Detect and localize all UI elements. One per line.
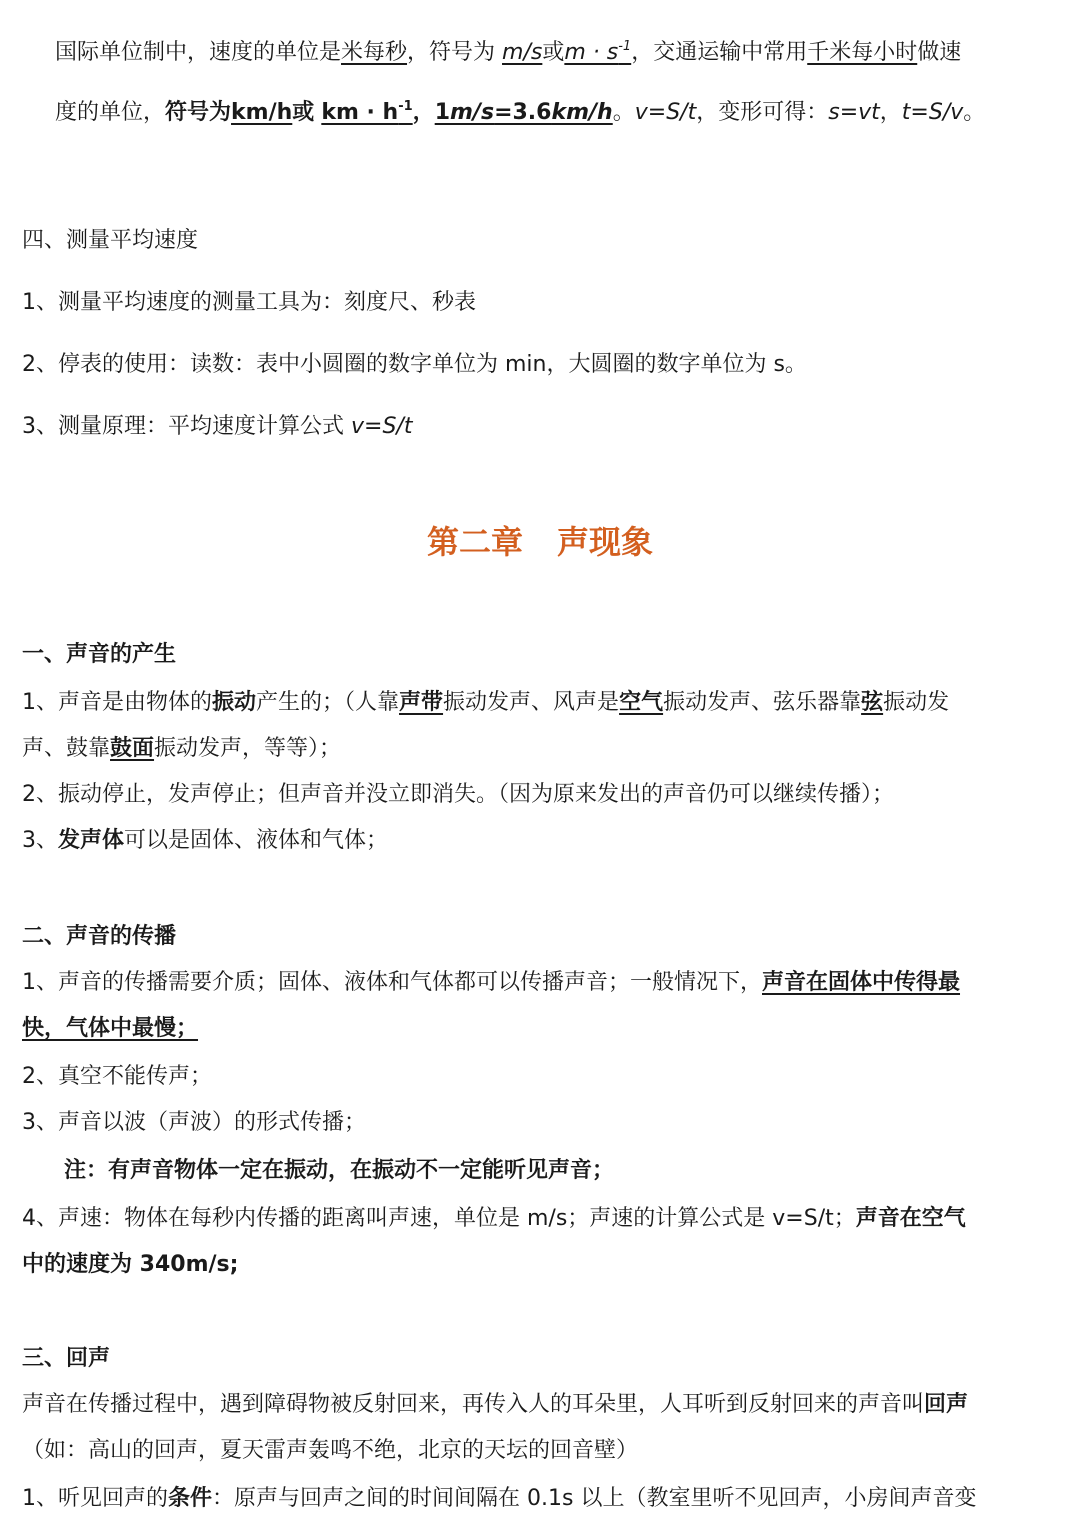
chapter-name: 声现象 [557, 523, 654, 561]
text: 鼓面 [110, 736, 155, 761]
section-title: 一、声音的产生 [22, 642, 177, 667]
text: ， [412, 100, 435, 125]
text: 1 [434, 100, 450, 125]
paragraph [22, 1204, 1060, 1234]
symbol-mps: m/s [502, 40, 543, 65]
note: 注：有声音物体一定在振动，在振动不一定能听见声音； [64, 1158, 615, 1183]
paragraph: 2、振动停止，发声停止；但声音并没立即消失。（因为原来发出的声音仍可以继续传播）； [22, 782, 895, 807]
text: 1、声音的传播需要介质；固体、液体和气体都可以传播声音；一般情况下， [22, 970, 762, 995]
text: 发声体 [58, 828, 125, 853]
text: 1、听见回声的 [22, 1486, 168, 1511]
text: ，符号为 [407, 40, 503, 65]
section-title: 二、声音的传播 [22, 924, 177, 949]
text: 振动发声、弦乐器靠 [663, 690, 862, 715]
text: 振动发声，等等）； [154, 736, 342, 761]
paragraph: 2、真空不能传声； [22, 1064, 212, 1089]
formula: s=vt [828, 100, 880, 125]
text: ：原声与回声之间的时间间隔在 0.1s 以上（教室里听不见回声，小房间声音变 [212, 1486, 977, 1511]
term-mps: 米每秒 [341, 40, 408, 65]
text: 振动 [212, 690, 257, 715]
text: 国际单位制中，速度的单位是 [55, 40, 342, 65]
section-title: 四、测量平均速度 [22, 228, 199, 253]
text: =3.6 [494, 100, 552, 125]
paragraph: 3、声音以波（声波）的形式传播； [22, 1110, 366, 1135]
symbol-ms-1: m · s [564, 40, 619, 65]
formula: v=S/t [634, 100, 697, 125]
text: 3、 [22, 828, 58, 853]
paragraph [22, 412, 1060, 442]
text: km/h [551, 100, 613, 125]
paragraph: 2、停表的使用：读数：表中小圆圈的数字单位为 min，大圆圈的数字单位为 s。 [22, 352, 807, 377]
text: 条件 [168, 1486, 213, 1511]
text: ， [879, 100, 902, 125]
paragraph: （如：高山的回声，夏天雷声轰鸣不绝，北京的天坛的回音壁） [22, 1438, 639, 1463]
text: 4、声速：物体在每秒内传播的距离叫声速，单位是 m/s；声速的计算公式是 v=S/t； [22, 1206, 856, 1231]
text: 回声 [924, 1392, 969, 1417]
text: 振动发 [883, 690, 950, 715]
paragraph: 中的速度为 340m/s; [22, 1252, 239, 1277]
intro-line-2 [55, 98, 1060, 128]
term-kmh: 千米每小时 [807, 40, 918, 65]
text: 或 [292, 100, 315, 125]
text: 声音在传播过程中，遇到障碍物被反射回来，再传入人的耳朵里，人耳听到反射回来的声音叫 [22, 1392, 925, 1417]
paragraph [22, 826, 1060, 856]
formula: v=S/t [351, 414, 413, 439]
formula: t=S/v [901, 100, 964, 125]
paragraph: 快，气体中最慢； [22, 1016, 199, 1041]
text: 声音在空气 [855, 1206, 966, 1231]
text: m/s [450, 100, 495, 125]
text: 声音在固体中传得最 [762, 970, 961, 995]
text: 符号为 [165, 100, 232, 125]
text: 做速 [917, 40, 962, 65]
paragraph: 1、测量平均速度的测量工具为：刻度尺、秒表 [22, 290, 476, 315]
text: 3、测量原理：平均速度计算公式 [22, 414, 351, 439]
chapter-number: 第二章 [426, 523, 523, 561]
text: 度的单位， [55, 100, 166, 125]
text: 或 [542, 40, 565, 65]
text: 产生的；（人靠 [256, 690, 400, 715]
text: 可以是固体、液体和气体； [124, 828, 389, 853]
paragraph [22, 1390, 1060, 1420]
superscript: -1 [618, 39, 632, 54]
paragraph [22, 1484, 1060, 1514]
text: 。 [612, 100, 635, 125]
text: ，变形可得： [696, 100, 829, 125]
chapter-title [0, 522, 1080, 562]
section-title: 三、回声 [22, 1346, 111, 1371]
text: 声带 [399, 690, 444, 715]
text: 。 [963, 100, 986, 125]
text: 1、声音是由物体的 [22, 690, 212, 715]
symbol-kmh: km/h [231, 100, 293, 125]
paragraph [22, 688, 1060, 718]
superscript: -1 [398, 99, 413, 114]
paragraph [22, 968, 1060, 998]
text: 振动发声、风声是 [443, 690, 620, 715]
text: 声、鼓靠 [22, 736, 111, 761]
intro-line-1 [55, 38, 1060, 68]
paragraph [22, 734, 1060, 764]
text: 弦 [861, 690, 884, 715]
symbol-kmh-1: km · h [321, 100, 399, 125]
text: ，交通运输中常用 [631, 40, 808, 65]
text: 空气 [619, 690, 664, 715]
